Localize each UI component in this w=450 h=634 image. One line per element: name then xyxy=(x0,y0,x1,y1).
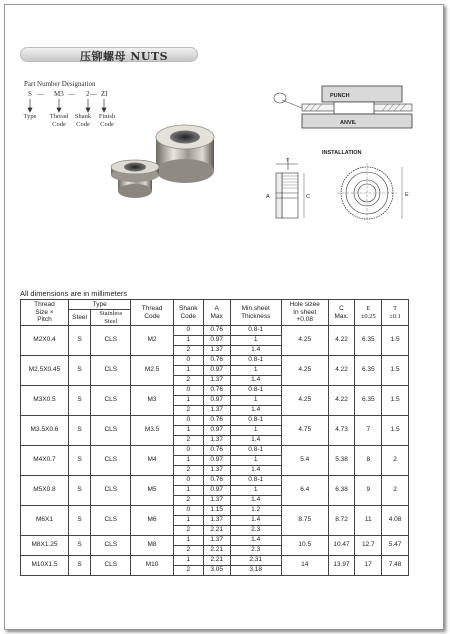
cell-t: 7.48 xyxy=(382,556,409,576)
nut-front xyxy=(111,160,159,198)
cell-thread-size: M2X0.4 xyxy=(21,326,69,356)
cell-shank-code: 2 xyxy=(173,526,203,536)
punch-label: PUNCH xyxy=(330,93,350,99)
cell-a-max: 0.76 xyxy=(203,416,230,426)
installation-drawing xyxy=(262,78,422,238)
cell-shank-code: 1 xyxy=(173,426,203,436)
cell-t: 4.08 xyxy=(382,506,409,536)
cell-e: 6.35 xyxy=(355,326,382,356)
table-row xyxy=(21,326,409,336)
cell-c-max: 5.38 xyxy=(328,446,355,476)
cell-thread-code: M10 xyxy=(131,556,173,576)
cell-thread-code: M3.5 xyxy=(131,416,173,446)
table-header-row xyxy=(21,300,409,310)
part-code-dash: — xyxy=(37,90,44,98)
cell-a-max: 1.15 xyxy=(203,506,230,516)
part-code-type: S xyxy=(28,90,32,98)
label-finish-code: Finish Code xyxy=(98,113,116,128)
table-row xyxy=(21,446,409,456)
cell-min-sheet: 1 xyxy=(230,396,281,406)
cell-e: 8 xyxy=(355,446,382,476)
cell-hole: 4.25 xyxy=(281,386,328,416)
cell-min-sheet: 0.8-1 xyxy=(230,326,281,336)
cell-steel: S xyxy=(68,446,90,476)
cell-shank-code: 2 xyxy=(173,566,203,576)
cell-steel: S xyxy=(68,326,90,356)
cell-min-sheet: 0.8-1 xyxy=(230,416,281,426)
table-row xyxy=(21,476,409,486)
cell-thread-size: M3X0.5 xyxy=(21,386,69,416)
cell-min-sheet: 1.4 xyxy=(230,436,281,446)
cell-min-sheet: 0.8-1 xyxy=(230,356,281,366)
cell-hole: 4.25 xyxy=(281,356,328,386)
anvil-label: ANVIL xyxy=(340,120,357,126)
col-thread-code: Thread Code xyxy=(131,300,173,326)
col-hole: Hole sizee In sheet +0.08 xyxy=(281,300,328,326)
detail-circle xyxy=(274,93,286,103)
cell-thread-code: M4 xyxy=(131,446,173,476)
cell-t: 2 xyxy=(382,476,409,506)
col-t: T ±0.1 xyxy=(382,300,409,326)
label-thread-code: Thread Code xyxy=(49,113,69,128)
cell-stainless: CLS xyxy=(91,326,131,356)
cell-a-max: 1.37 xyxy=(203,436,230,446)
cell-shank-code: 0 xyxy=(173,506,203,516)
cell-stainless: CLS xyxy=(91,506,131,536)
cell-hole: 10.5 xyxy=(281,536,328,556)
cell-thread-size: M6X1 xyxy=(21,506,69,536)
cell-min-sheet: 2.3 xyxy=(230,526,281,536)
cell-shank-code: 0 xyxy=(173,416,203,426)
nut-section xyxy=(334,102,374,114)
cell-e: 12.7 xyxy=(355,536,382,556)
cell-c-max: 4.22 xyxy=(328,326,355,356)
cell-stainless: CLS xyxy=(91,356,131,386)
cell-steel: S xyxy=(68,476,90,506)
cell-stainless: CLS xyxy=(91,536,131,556)
cell-steel: S xyxy=(68,356,90,386)
cell-hole: 4.75 xyxy=(281,416,328,446)
cell-min-sheet: 1.4 xyxy=(230,536,281,546)
part-number-heading: Part Number Designation xyxy=(24,80,96,88)
cell-e: 6.35 xyxy=(355,386,382,416)
cell-c-max: 4.73 xyxy=(328,416,355,446)
cell-a-max: 1.37 xyxy=(203,496,230,506)
cell-steel: S xyxy=(68,506,90,536)
cell-shank-code: 0 xyxy=(173,476,203,486)
cell-c-max: 6.38 xyxy=(328,476,355,506)
nut-back xyxy=(156,125,214,183)
part-code-shank: 2 xyxy=(86,90,90,98)
cell-stainless: CLS xyxy=(91,556,131,576)
cell-shank-code: 2 xyxy=(173,546,203,556)
cell-min-sheet: 1.4 xyxy=(230,406,281,416)
cell-t: 5.47 xyxy=(382,536,409,556)
cell-thread-size: M10X1.5 xyxy=(21,556,69,576)
cell-c-max: 8.72 xyxy=(328,506,355,536)
cell-shank-code: 1 xyxy=(173,336,203,346)
col-c: C Max. xyxy=(328,300,355,326)
table-row xyxy=(21,416,409,426)
cell-shank-code: 1 xyxy=(173,396,203,406)
dim-a: A xyxy=(266,194,270,200)
cell-stainless: CLS xyxy=(91,476,131,506)
cell-steel: S xyxy=(68,386,90,416)
cell-a-max: 1.37 xyxy=(203,376,230,386)
cell-thread-size: M2.5X0.45 xyxy=(21,356,69,386)
cell-steel: S xyxy=(68,536,90,556)
spec-table xyxy=(20,299,409,576)
col-e: E ±0.25 xyxy=(355,300,382,326)
cell-shank-code: 1 xyxy=(173,456,203,466)
cell-shank-code: 1 xyxy=(173,556,203,566)
cell-a-max: 0.97 xyxy=(203,366,230,376)
cell-shank-code: 1 xyxy=(173,366,203,376)
cell-shank-code: 1 xyxy=(173,516,203,526)
cell-a-max: 0.76 xyxy=(203,386,230,396)
cell-a-max: 1.37 xyxy=(203,406,230,416)
part-code-finish: ZI xyxy=(101,90,108,98)
anvil-block xyxy=(302,114,412,128)
cell-min-sheet: 2.3 xyxy=(230,546,281,556)
label-type: Type xyxy=(23,113,37,120)
nut-photo xyxy=(106,115,236,215)
cell-t: 1.5 xyxy=(382,356,409,386)
part-code-dash: — xyxy=(90,90,97,98)
cell-a-max: 1.37 xyxy=(203,536,230,546)
cell-min-sheet: 0.8-1 xyxy=(230,446,281,456)
cell-min-sheet: 1 xyxy=(230,426,281,436)
cell-stainless: CLS xyxy=(91,386,131,416)
cell-shank-code: 1 xyxy=(173,536,203,546)
cell-hole: 6.4 xyxy=(281,476,328,506)
cell-min-sheet: 1 xyxy=(230,366,281,376)
dim-e: E xyxy=(405,192,409,198)
cell-min-sheet: 1.2 xyxy=(230,506,281,516)
cell-thread-code: M6 xyxy=(131,506,173,536)
nut-top-view xyxy=(337,163,402,223)
cell-min-sheet: 1.4 xyxy=(230,376,281,386)
table-row xyxy=(21,386,409,396)
cell-thread-code: M5 xyxy=(131,476,173,506)
col-steel: Steel xyxy=(68,310,90,326)
cell-e: 9 xyxy=(355,476,382,506)
part-code-dash: — xyxy=(68,90,75,98)
cell-min-sheet: 3.18 xyxy=(230,566,281,576)
cell-thread-code: M2 xyxy=(131,326,173,356)
cell-t: 1.5 xyxy=(382,416,409,446)
units-note: All dimensions are in millimeters xyxy=(20,289,128,298)
cell-c-max: 10.47 xyxy=(328,536,355,556)
cell-min-sheet: 1.4 xyxy=(230,346,281,356)
col-a: A Max xyxy=(203,300,230,326)
cell-c-max: 4.22 xyxy=(328,386,355,416)
cell-e: 11 xyxy=(355,506,382,536)
cell-t: 2 xyxy=(382,446,409,476)
table-row xyxy=(21,556,409,566)
cell-a-max: 1.37 xyxy=(203,516,230,526)
cell-shank-code: 0 xyxy=(173,446,203,456)
cell-min-sheet: 1.4 xyxy=(230,516,281,526)
cell-a-max: 0.76 xyxy=(203,446,230,456)
col-type: Type xyxy=(68,300,130,310)
cell-a-max: 2.21 xyxy=(203,546,230,556)
installation-label: INSTALLATION xyxy=(322,150,362,156)
cell-a-max: 1.37 xyxy=(203,466,230,476)
cell-hole: 4.25 xyxy=(281,326,328,356)
cell-a-max: 0.97 xyxy=(203,456,230,466)
table-row xyxy=(21,536,409,546)
part-code-thread: M3 xyxy=(54,90,64,98)
cell-e: 7 xyxy=(355,416,382,446)
cell-thread-code: M2.5 xyxy=(131,356,173,386)
table-row xyxy=(21,506,409,516)
cell-c-max: 4.22 xyxy=(328,356,355,386)
cell-a-max: 0.97 xyxy=(203,486,230,496)
cell-e: 17 xyxy=(355,556,382,576)
cell-thread-size: M8X1.25 xyxy=(21,536,69,556)
page-title: 压铆螺母 NUTS xyxy=(80,50,169,63)
spec-table-body xyxy=(21,326,409,576)
cell-shank-code: 2 xyxy=(173,466,203,476)
cell-min-sheet: 2.31 xyxy=(230,556,281,566)
label-shank-code: Shank Code xyxy=(74,113,92,128)
cell-shank-code: 0 xyxy=(173,356,203,366)
cell-c-max: 13.97 xyxy=(328,556,355,576)
cell-a-max: 2.21 xyxy=(203,556,230,566)
cell-t: 1.5 xyxy=(382,386,409,416)
cell-shank-code: 2 xyxy=(173,496,203,506)
cell-min-sheet: 1.4 xyxy=(230,496,281,506)
cell-stainless: CLS xyxy=(91,416,131,446)
cell-hole: 5.4 xyxy=(281,446,328,476)
cell-steel: S xyxy=(68,416,90,446)
cell-min-sheet: 1 xyxy=(230,486,281,496)
cell-a-max: 3.05 xyxy=(203,566,230,576)
cell-shank-code: 2 xyxy=(173,376,203,386)
cell-min-sheet: 1 xyxy=(230,336,281,346)
dim-c: C xyxy=(306,194,310,200)
cell-thread-size: M5X0.8 xyxy=(21,476,69,506)
table-row xyxy=(21,356,409,366)
cell-thread-code: M8 xyxy=(131,536,173,556)
cell-shank-code: 0 xyxy=(173,386,203,396)
cell-shank-code: 2 xyxy=(173,406,203,416)
cell-a-max: 0.97 xyxy=(203,336,230,346)
cell-min-sheet: 1.4 xyxy=(230,466,281,476)
cell-a-max: 1.37 xyxy=(203,346,230,356)
cell-shank-code: 2 xyxy=(173,346,203,356)
cell-min-sheet: 0.8-1 xyxy=(230,386,281,396)
col-stainless: Stainless Steel xyxy=(91,310,131,326)
cell-a-max: 0.76 xyxy=(203,476,230,486)
cell-a-max: 0.97 xyxy=(203,396,230,406)
cell-min-sheet: 1 xyxy=(230,456,281,466)
dim-t: T xyxy=(286,158,290,164)
cell-thread-code: M3 xyxy=(131,386,173,416)
cell-min-sheet: 0.8-1 xyxy=(230,476,281,486)
cell-a-max: 0.76 xyxy=(203,356,230,366)
cell-t: 1.5 xyxy=(382,326,409,356)
cell-hole: 8.75 xyxy=(281,506,328,536)
cell-shank-code: 2 xyxy=(173,436,203,446)
cell-shank-code: 1 xyxy=(173,486,203,496)
cell-a-max: 2.21 xyxy=(203,526,230,536)
col-shank-code: Shank Code xyxy=(173,300,203,326)
col-min-sheet: Min.sheet Thickness xyxy=(230,300,281,326)
cell-hole: 14 xyxy=(281,556,328,576)
col-thread-size: Thread Size × Pitch xyxy=(21,300,69,326)
cell-steel: S xyxy=(68,556,90,576)
cell-thread-size: M4X0.7 xyxy=(21,446,69,476)
cell-shank-code: 0 xyxy=(173,326,203,336)
cell-stainless: CLS xyxy=(91,446,131,476)
cell-e: 6.35 xyxy=(355,356,382,386)
cell-a-max: 0.97 xyxy=(203,426,230,436)
cell-thread-size: M3.5X0.6 xyxy=(21,416,69,446)
cell-a-max: 0.76 xyxy=(203,326,230,336)
